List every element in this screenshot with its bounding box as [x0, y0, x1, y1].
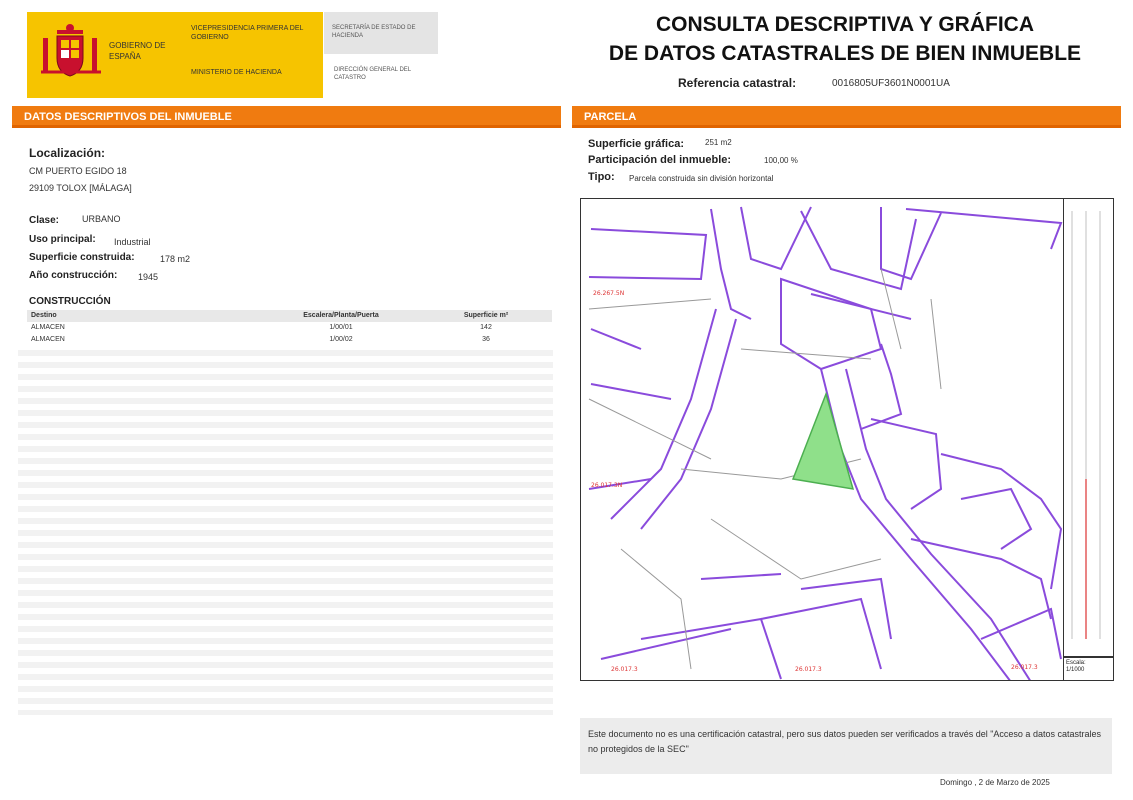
highlighted-parcel — [793, 394, 853, 489]
coat-of-arms-icon — [35, 22, 105, 86]
cell-superficie: 36 — [482, 336, 490, 343]
ministerio-text: MINISTERIO DE HACIENDA — [191, 69, 282, 76]
referencia-value: 0016805UF3601N0001UA — [832, 78, 950, 89]
superficie-grafica-value: 251 m2 — [705, 138, 732, 147]
direccion-text: DIRECCIÓN GENERAL DEL CATASTRO — [334, 67, 411, 81]
column-header-destino: Destino — [31, 312, 57, 319]
superficie-value: 178 m2 — [160, 254, 191, 264]
uso-value: Industrial — [114, 237, 151, 247]
title-line-2: DE DATOS CATASTRALES DE BIEN INMUEBLE — [608, 42, 1082, 65]
localizacion-label: Localización: — [29, 146, 106, 160]
scale-value: 1/1000 — [1066, 667, 1085, 673]
map-scale — [1063, 657, 1114, 681]
superficie-label: Superficie construida: — [29, 252, 135, 263]
page-title — [600, 10, 1090, 68]
ano-construccion-value: 1945 — [138, 272, 159, 282]
cell-destino: ALMACEN — [31, 324, 65, 331]
cadastral-map-drawing — [581, 199, 1114, 681]
tipo-value: Parcela construida sin división horizontal — [629, 174, 774, 183]
section-header-parcela: PARCELA — [572, 106, 1121, 128]
cadastral-map — [580, 198, 1114, 681]
column-header-superficie: Superficie m² — [463, 312, 509, 319]
vicepresidencia-text: VICEPRESIDENCIA PRIMERA DEL GOBIERNO — [191, 25, 304, 41]
column-header-escalera: Escalera/Planta/Puerta — [303, 312, 379, 319]
construccion-title: CONSTRUCCIÓN — [29, 296, 111, 307]
title-line-1: CONSULTA DESCRIPTIVA Y GRÁFICA — [655, 13, 1035, 36]
uso-label: Uso principal: — [29, 234, 96, 245]
ano-construccion-label: Año construcción: — [29, 270, 118, 281]
clase-label: Clase: — [29, 215, 60, 226]
participacion-label: Participación del inmueble: — [588, 154, 732, 166]
svg-text:26.017.3: 26.017.3 — [795, 666, 822, 673]
secretaria-block — [324, 12, 438, 54]
svg-text:26.267.5N: 26.267.5N — [593, 290, 625, 297]
cell-destino: ALMACEN — [31, 336, 65, 343]
cell-escalera: 1/00/02 — [329, 336, 353, 343]
clase-value: URBANO — [82, 214, 121, 224]
gobierno-text: GOBIERNO DE ESPAÑA — [109, 41, 166, 61]
construccion-table — [27, 310, 552, 346]
section-header-datos-descriptivos: DATOS DESCRIPTIVOS DEL INMUEBLE — [12, 106, 561, 128]
tipo-label: Tipo: — [588, 171, 615, 183]
participacion-value: 100,00 % — [764, 156, 798, 165]
cell-escalera: 1/00/01 — [329, 324, 353, 331]
empty-table-area — [18, 350, 553, 715]
address-line-1: CM PUERTO EGIDO 18 — [29, 166, 127, 176]
government-logo-block — [27, 12, 323, 98]
disclaimer-note: Este documento no es una certificación catastral, pero sus datos pueden ser verificados a través del "Acceso a datos catastrales no protegidos de la SEC" — [580, 718, 1112, 774]
legend-drawing — [1064, 199, 1113, 656]
svg-text:26.017.3: 26.017.3 — [1011, 664, 1038, 671]
secretaria-text: SECRETARÍA DE ESTADO DE HACIENDA — [332, 25, 416, 39]
table-row — [27, 334, 552, 346]
referencia-label: Referencia catastral: — [678, 76, 797, 90]
scale-label: Escala: — [1066, 660, 1086, 666]
table-header-row — [27, 310, 552, 322]
cell-superficie: 142 — [480, 324, 492, 331]
table-row — [27, 322, 552, 334]
svg-text:26.017.3N: 26.017.3N — [591, 482, 623, 489]
address-line-2: 29109 TOLOX [MÁLAGA] — [29, 183, 132, 193]
map-legend — [1063, 198, 1114, 657]
superficie-grafica-label: Superficie gráfica: — [588, 138, 684, 150]
svg-text:26.017.3: 26.017.3 — [611, 666, 638, 673]
document-date: Domingo , 2 de Marzo de 2025 — [940, 778, 1050, 787]
